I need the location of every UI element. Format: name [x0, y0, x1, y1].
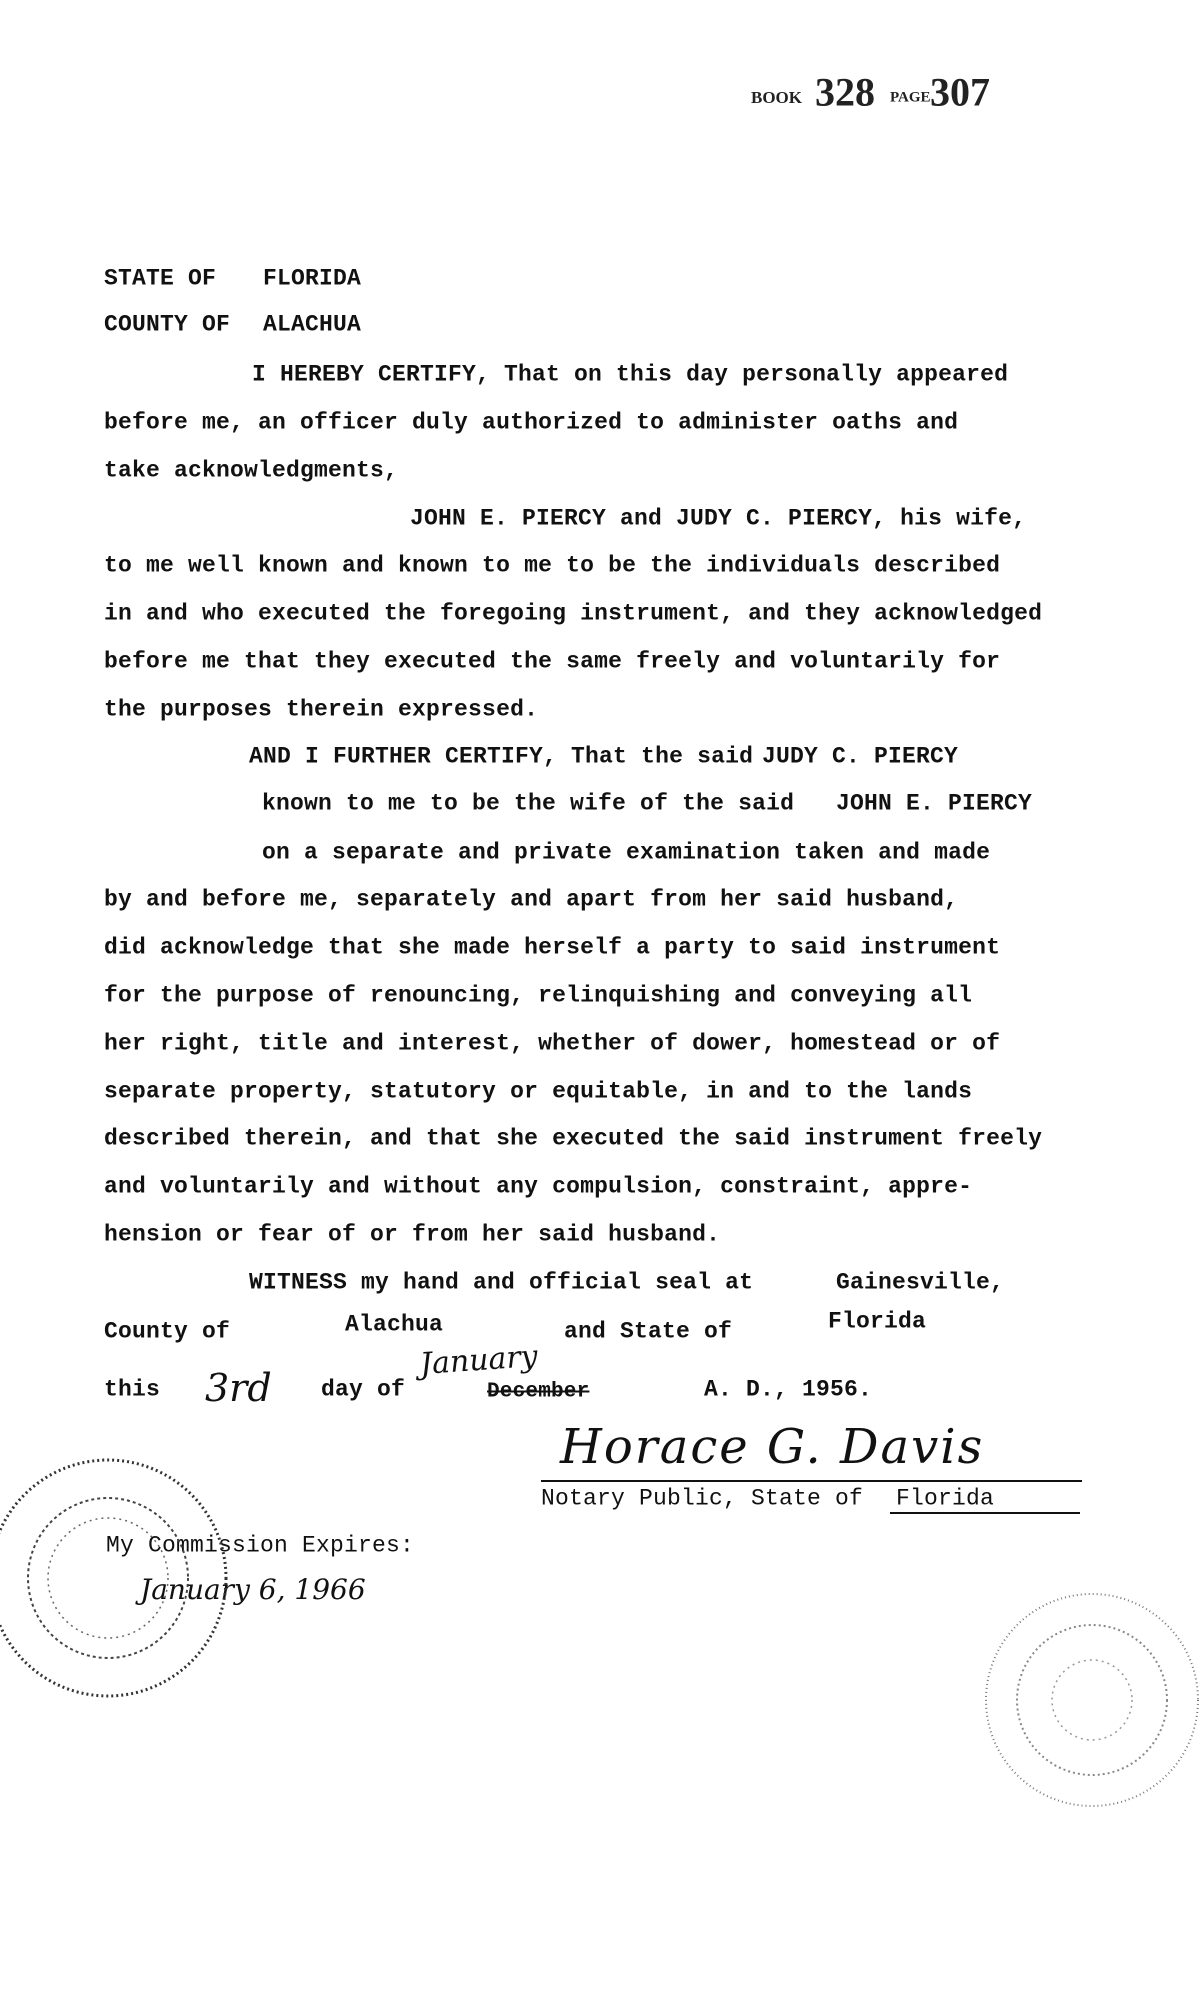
body-line: in and who executed the foregoing instrument, and they acknowledged: [104, 600, 1043, 627]
book-label: BOOK: [751, 88, 803, 107]
signature-line: [541, 1480, 1082, 1482]
county-label: COUNTY OF: [104, 311, 231, 338]
commission-label: My Commission Expires:: [106, 1532, 415, 1559]
day-of-label: day of: [321, 1376, 406, 1403]
this-label: this: [104, 1376, 161, 1403]
witness-text: WITNESS my hand and official seal at: [249, 1269, 754, 1296]
body-line: separate property, statutory or equitable, in and to the lands: [104, 1078, 973, 1105]
county-value: ALACHUA: [263, 311, 362, 338]
state-label: and State of: [564, 1318, 733, 1345]
body-line: before me that they executed the same freely and voluntarily for: [104, 648, 1001, 675]
notary-signature: Horace G. Davis: [560, 1419, 985, 1475]
body-line: described therein, and that she executed the said instrument freely: [104, 1125, 1043, 1152]
state-label: STATE OF: [104, 265, 217, 292]
body-line: her right, title and interest, whether of dower, homestead or of: [104, 1030, 1001, 1057]
witness-state: Florida: [828, 1308, 927, 1335]
body-line: take acknowledgments,: [104, 457, 399, 484]
notary-state: Florida: [896, 1485, 995, 1512]
body-line: to me well known and known to me to be the individuals described: [104, 552, 1001, 579]
state-underline: [890, 1512, 1080, 1514]
body-line: and voluntarily and without any compulsion, constraint, appre-: [104, 1173, 973, 1200]
book-number: 328: [815, 69, 875, 115]
witness-county: Alachua: [345, 1311, 444, 1338]
body-line: for the purpose of renouncing, relinquishing and conveying all: [104, 982, 973, 1009]
handwritten-month: January: [418, 1338, 539, 1383]
embossed-seal-right: [982, 1590, 1200, 1810]
handwritten-day: 3rd: [205, 1366, 272, 1410]
wife-name: JUDY C. PIERCY: [762, 743, 959, 770]
page-number: 307: [930, 69, 990, 115]
state-value: FLORIDA: [263, 265, 362, 292]
husband-name: JOHN E. PIERCY: [836, 790, 1033, 817]
body-line: hension or fear of or from her said husband.: [104, 1221, 721, 1248]
year-line: A. D., 1956.: [704, 1376, 873, 1403]
body-line: I HEREBY CERTIFY, That on this day personally appeared: [252, 361, 1009, 388]
notary-title: Notary Public, State of: [541, 1485, 864, 1512]
county-label: County of: [104, 1318, 231, 1345]
page-label: PAGE: [890, 89, 931, 106]
body-line: by and before me, separately and apart from her said husband,: [104, 886, 959, 913]
body-line: did acknowledge that she made herself a party to said instrument: [104, 934, 1001, 961]
body-line: the purposes therein expressed.: [104, 696, 539, 723]
body-line: on a separate and private examination taken and made: [262, 839, 991, 866]
body-line: AND I FURTHER CERTIFY, That the said: [249, 743, 754, 770]
body-line: known to me to be the wife of the said: [262, 790, 795, 817]
parties-line: JOHN E. PIERCY and JUDY C. PIERCY, his wife,: [410, 505, 1027, 532]
witness-city: Gainesville,: [836, 1269, 1005, 1296]
body-line: before me, an officer duly authorized to administer oaths and: [104, 409, 959, 436]
struck-month: December: [487, 1380, 590, 1404]
notary-seal-left: [0, 1450, 240, 1710]
commission-date: January 6, 1966: [140, 1573, 366, 1606]
